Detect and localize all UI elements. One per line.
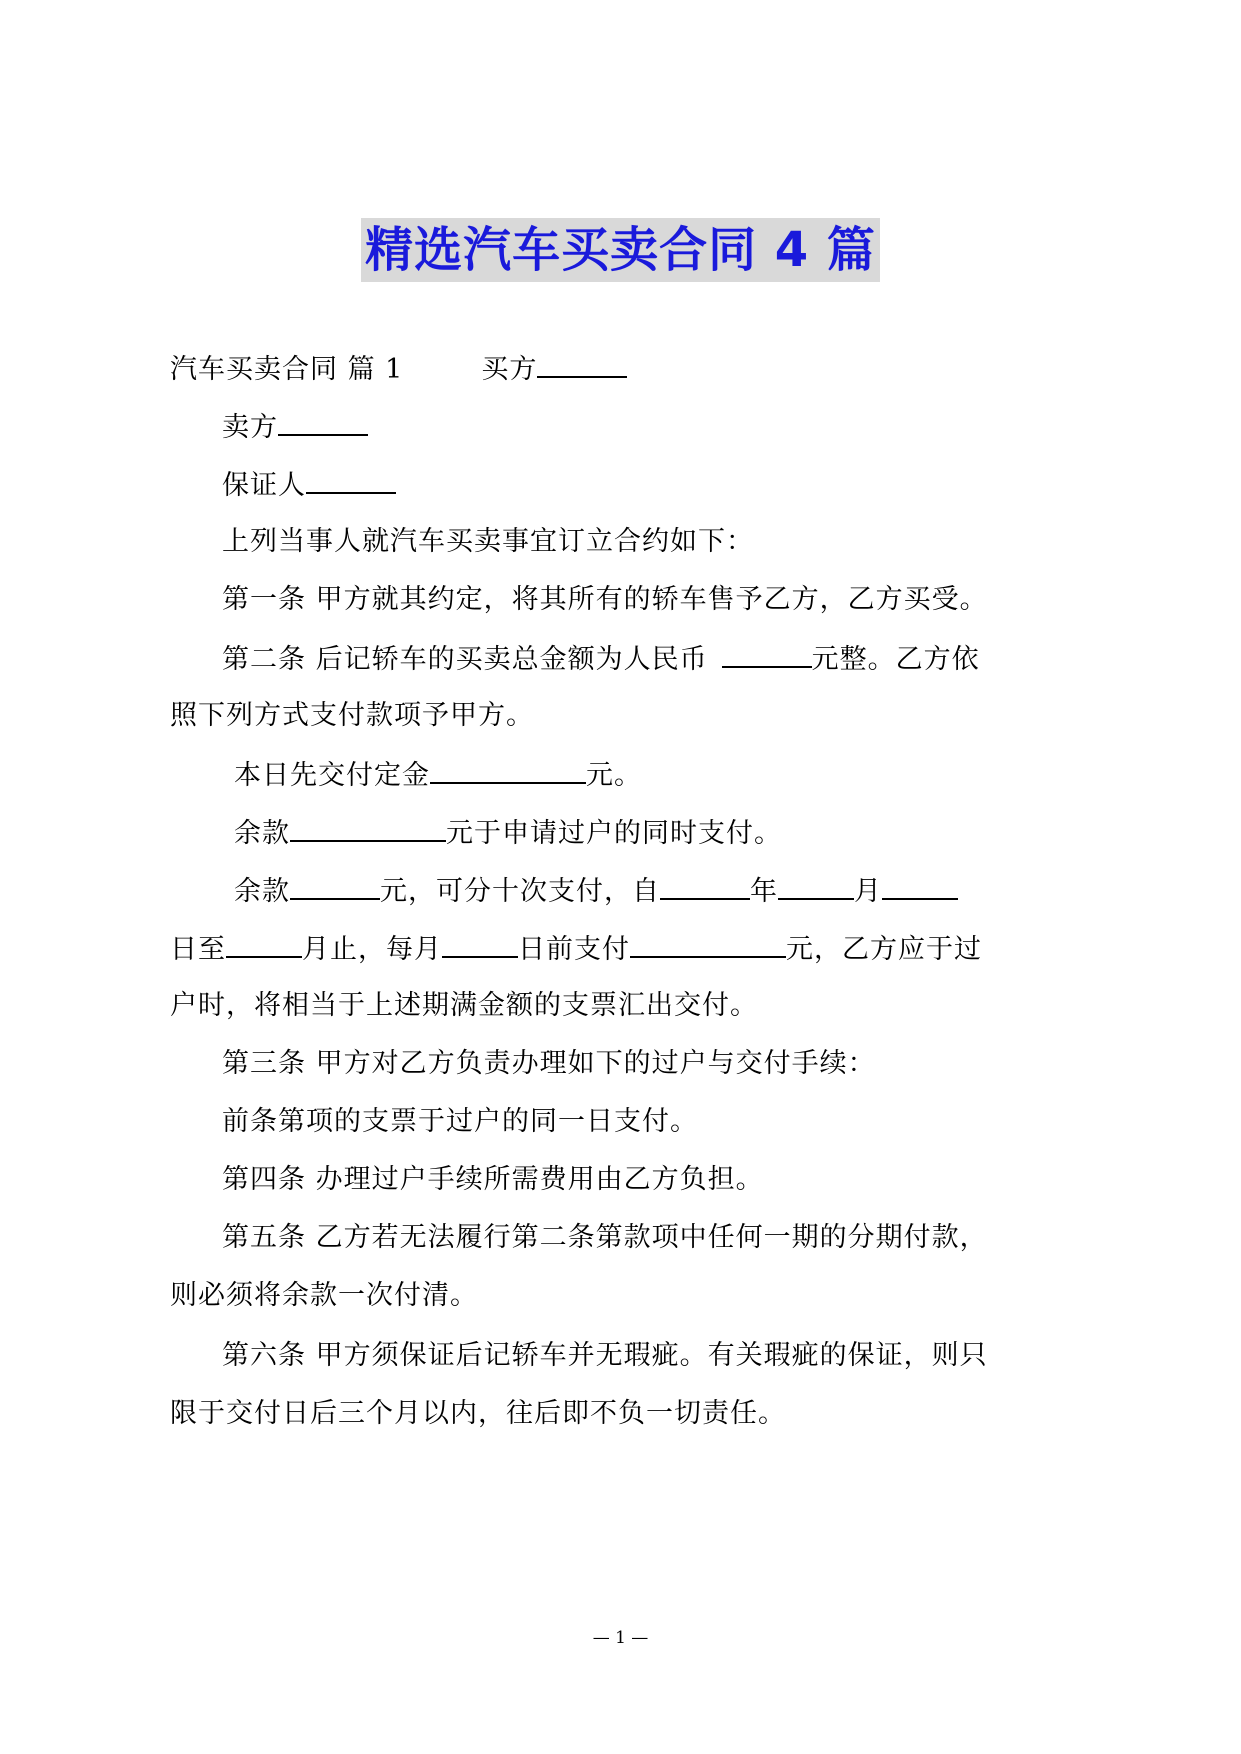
balance-2-year: 年 (750, 876, 778, 907)
seller-blank (278, 406, 368, 436)
article-2-text-b: 元整。乙方依 (811, 644, 980, 675)
balance-2-text-g: 日前支付 (518, 934, 630, 965)
start-day-blank (882, 870, 958, 900)
article-1: 第一条 甲方就其约定，将其所有的轿车售予乙方，乙方买受。 (222, 584, 988, 615)
balance-1-text-a: 余款 (234, 818, 290, 849)
balance-2-line-3: 户时，将相当于上述期满金额的支票汇出交付。 (170, 990, 758, 1021)
buyer-blank (537, 348, 627, 378)
pay-day-blank (442, 928, 518, 958)
balance-1-text-b: 元于申请过户的同时支付。 (446, 818, 782, 849)
balance-2-text-f: 月止，每月 (302, 934, 442, 965)
balance-2-amount-blank (290, 870, 380, 900)
deposit-line (234, 754, 642, 796)
balance-2-line-2 (170, 928, 982, 970)
guarantor-label: 保证人 (222, 470, 306, 501)
guarantor-line (222, 464, 396, 506)
article-6-line-2: 限于交付日后三个月以内，往后即不负一切责任。 (170, 1398, 786, 1429)
article-2-text-a: 第二条 后记轿车的买卖总金额为人民币 (222, 644, 708, 675)
article-2-line-2: 照下列方式支付款项予甲方。 (170, 700, 534, 731)
balance-1-blank (290, 812, 446, 842)
balance-2-line-1 (234, 870, 958, 912)
buyer-label: 买方 (481, 354, 538, 385)
balance-2-text-a: 余款 (234, 876, 290, 907)
balance-2-text-h: 元，乙方应于过 (786, 934, 982, 965)
article-6-line-1: 第六条 甲方须保证后记轿车并无瑕疵。有关瑕疵的保证，则只 (222, 1340, 988, 1371)
total-amount-blank (722, 638, 812, 668)
page-number: — 1 — (592, 1628, 649, 1648)
balance-1-line (234, 812, 782, 854)
deposit-text-b: 元。 (586, 760, 642, 791)
deposit-text-a: 本日先交付定金 (234, 760, 430, 791)
seller-line (222, 406, 368, 448)
seller-label: 卖方 (222, 412, 278, 443)
end-month-blank (226, 928, 302, 958)
balance-2-text-b: 元，可分十次支付，自 (380, 876, 660, 907)
guarantor-blank (306, 464, 396, 494)
deposit-blank (430, 754, 586, 784)
intro-line: 上列当事人就汽车买卖事宜订立合约如下： (222, 526, 754, 557)
document-title: 精选汽车买卖合同 4 篇 (361, 218, 880, 282)
article-5-line-2: 则必须将余款一次付清。 (170, 1280, 478, 1311)
article-2-line-1 (222, 638, 980, 680)
contract-heading-line (170, 348, 627, 390)
start-month-blank (778, 870, 854, 900)
title-wrap (0, 218, 1241, 282)
contract-heading: 汽车买卖合同 篇 1 (170, 354, 404, 385)
article-5-line-1: 第五条 乙方若无法履行第二条第款项中任何一期的分期付款， (222, 1222, 988, 1253)
article-3: 第三条 甲方对乙方负责办理如下的过户与交付手续： (222, 1048, 876, 1079)
balance-2-text-e: 日至 (170, 934, 226, 965)
article-3-item: 前条第项的支票于过户的同一日支付。 (222, 1106, 698, 1137)
monthly-amount-blank (630, 928, 786, 958)
start-year-blank (660, 870, 750, 900)
balance-2-month: 月 (854, 876, 882, 907)
article-4: 第四条 办理过户手续所需费用由乙方负担。 (222, 1164, 764, 1195)
